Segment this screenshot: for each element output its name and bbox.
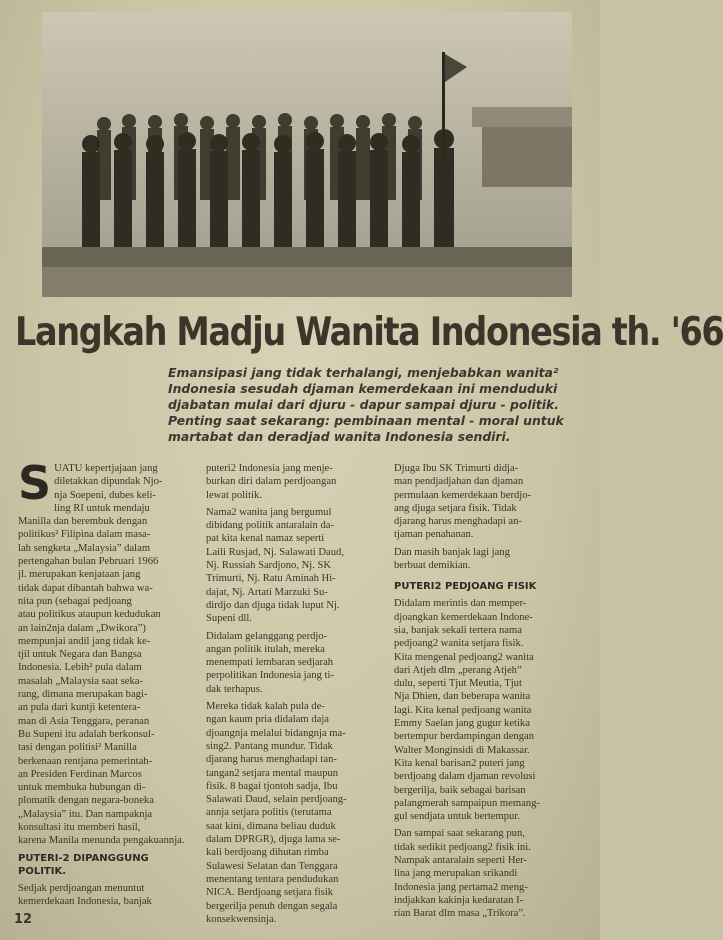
text-line: menempati lembaran sedjarah [206, 657, 334, 669]
text-line: Sedjak perdjoangan menuntut [18, 882, 145, 894]
text-line: sing2. Pantang mundur. Tidak [206, 740, 333, 752]
text-line: Salawati Daud, selain perdjoang- [206, 794, 347, 806]
page-number: 12 [14, 912, 33, 927]
text-line: an Presiden Ferdinan Marcos [18, 768, 142, 780]
text-line: bergerilja, baik sebagai barisan [394, 784, 526, 796]
text-line: masalah „Malaysia saat seka- [18, 675, 144, 687]
deck-line: Indonesia sesudah djaman kemerdekaan ini menduduki [168, 381, 558, 396]
text-line: Indonesia jang pertama2 meng- [394, 881, 528, 893]
text-line: jl. merupakan kenjataan jang [18, 569, 141, 581]
text-line: burkan diri dalam perdjoangan [206, 476, 337, 488]
text-line: tjil untuk Negara dan Bangsa [18, 649, 142, 661]
text-line: man pendjadjahan dan djaman [394, 476, 524, 488]
text-line: Emmy Saelan jang gugur ketika [394, 718, 530, 730]
paragraph [206, 630, 388, 696]
text-line: Walter Monginsidi di Makassar. [394, 744, 530, 756]
text-line: dari Atjeh dlm „perang Atjeh” [394, 664, 522, 676]
text-line: djoangnja melalui bidangnja ma- [206, 727, 346, 739]
article-headline: Langkah Madju Wanita Indonesia th. '66 [15, 310, 723, 355]
text-line: palangmerah sampaipun memang- [394, 797, 540, 809]
text-line: berbuat demikian. [394, 560, 471, 572]
text-line: konsultasi itu memberi hasil, [18, 822, 141, 834]
text-line: dirdjo dan djuga tidak luput Nj. [206, 599, 340, 611]
text-line: „Malaysia” itu. Dan nampaknja [18, 808, 153, 820]
marching-women-photo-icon [42, 12, 572, 297]
text-line: Nampak antaralain seperti Her- [394, 855, 528, 867]
text-line: atau politikus ataupun kedudukan [18, 609, 161, 621]
deck-line: Penting saat sekarang: pembinaan mental - moral untuk [168, 413, 564, 428]
text-line: ang djuga setjara fisik. Tidak [394, 502, 517, 514]
text-line: Nama2 wanita jang bergumul [206, 506, 332, 518]
text-line: ling RI untuk mendaju [54, 502, 150, 514]
deck-line: martabat dan deradjad wanita Indonesia sendiri. [168, 429, 511, 444]
text-line: djarang harus menghadapi an- [394, 516, 522, 528]
text-line: pedjoang2 wanita setjara fisik. [394, 638, 524, 650]
text-line: Kita mengenal pedjoang2 wanita [394, 651, 534, 663]
subheading: PUTERI2 PEDJOANG FISIK [394, 581, 537, 593]
text-line: plomatik dengan negara-boneka [18, 795, 154, 807]
text-line: saat kini, dimana beliau duduk [206, 820, 336, 832]
text-line: nja Soepeni, dubes keli- [54, 489, 156, 501]
text-column-3 [394, 462, 576, 921]
text-line: rang, dimana merupakan bagi- [18, 689, 148, 701]
drop-cap: S [18, 456, 52, 510]
text-line: Nj. Russiah Sardjono, Nj. SK [206, 560, 332, 572]
text-line: an pula dari kuntji ketentera- [18, 702, 141, 714]
text-line: dajat, Nj. Artati Marzuki Su- [206, 586, 328, 598]
text-line: tidak dapat dibantah bahwa wa- [18, 582, 153, 594]
text-line: Indonesia. Lebih² pula dalam [18, 662, 142, 674]
text-line: tidak sedikit pedjoang2 fisik ini. [394, 841, 531, 853]
paragraph [394, 546, 576, 573]
text-line: UATU kepertjajaan jang [54, 463, 158, 474]
text-line: man di Asia Tenggara, peranan [18, 715, 150, 727]
text-line: bertempur berdampingan dengan [394, 731, 535, 743]
text-line: Kita kenal barisan2 puteri jang [394, 757, 525, 769]
text-line: dulu, seperti Tjut Meutia, Tjut [394, 678, 522, 690]
text-line: rian Barat dlm masa „Trikora”. [394, 908, 526, 920]
paragraph [394, 462, 576, 542]
text-line: tangan2 setjara mental maupun [206, 767, 339, 779]
text-line: Sulawesi Selatan dan Tenggara [206, 860, 338, 872]
text-line: kemerdekaan Indonesia, banjak [18, 895, 152, 907]
text-line: lagi. Kita kenal pedjoang wanita [394, 704, 532, 716]
text-line: djarang harus menghadapi tan- [206, 754, 337, 766]
text-line: permulaan kemerdekaan berdjo- [394, 489, 532, 501]
text-line: lah sengketa „Malaysia” dalam [18, 542, 151, 554]
text-line: Nja Dhien, dan beberapa wanita [394, 691, 531, 703]
text-line: karena Manila menunda pengakuannja. [18, 835, 185, 847]
article-photo [42, 12, 572, 297]
deck-line: djabatan mulai dari djuru - dapur sampai djuru - politik. [168, 397, 559, 412]
subheading: PUTERI-2 DIPANGGUNG [18, 852, 149, 864]
article-deck [168, 365, 588, 445]
text-line: nita pun (sebagai pedjoang [18, 595, 132, 607]
text-line: Laili Rusjad, Nj. Salawati Daud, [206, 546, 344, 558]
text-line: djoangkan kemerdekaan Indone- [394, 611, 533, 623]
text-line: ngan kaum pria didalam daja [206, 714, 329, 726]
paragraph [206, 700, 388, 926]
text-line: tjaman penahanan. [394, 529, 474, 541]
text-line: NICA. Berdjoang setjara fisik [206, 887, 334, 899]
text-line: menentang tentara pendudukan [206, 873, 339, 885]
text-line: berdjoang dalam djaman revolusi [394, 771, 536, 783]
text-line: Bu Supeni itu adalah berkonsul- [18, 728, 155, 740]
text-line: fisik. 8 bagai tjontoh sadja, Ibu [206, 780, 338, 792]
text-line: Mereka tidak kalah pula de- [206, 701, 325, 713]
column-1-body [18, 515, 200, 847]
text-line: kali berdjoang dihutan rimba [206, 847, 329, 859]
text-line: konsekwensinja. [206, 913, 277, 925]
text-line: gul sendjata untuk bertempur. [394, 811, 520, 823]
text-line: Manilla dan berembuk dengan [18, 516, 148, 528]
paragraph [394, 597, 576, 823]
text-column-2 [206, 462, 388, 926]
text-line: lewat politik. [206, 489, 262, 501]
text-line: Didalam merintis dan memper- [394, 598, 527, 610]
text-line: puteri2 Indonesia jang menje- [206, 463, 333, 474]
text-line: an lain2nja dalam „Dwikora”) [18, 622, 146, 634]
text-line: pat kita kenal namaz seperti [206, 533, 325, 545]
text-line: perpolitikan Indonesia jang ti- [206, 670, 334, 682]
text-line: diletakkan dipundak Njo- [54, 476, 163, 488]
text-line: mempunjai andil jang tidak ke- [18, 635, 151, 647]
text-line: Trimurti, Nj. Ratu Aminah Hi- [206, 573, 336, 585]
text-line: indjakkan kakinja kedaratan I- [394, 894, 524, 906]
text-line: Djuga Ibu SK Trimurti didja- [394, 463, 519, 474]
text-line: dalam DPRGR), djuga lama se- [206, 834, 341, 846]
text-line: Supeni dll. [206, 613, 252, 625]
text-line: politikus² Filipina dalam masa- [18, 529, 151, 541]
text-line: dak terhapus. [206, 683, 263, 695]
text-line: pertengahan bulan Pebruari 1966 [18, 556, 159, 568]
text-line: lina jang merupakan srikandi [394, 868, 518, 880]
text-line: annja setjara politis (terutama [206, 807, 332, 819]
text-line: Dan sampai saat sekarang pun, [394, 828, 525, 840]
text-column-1 [18, 456, 200, 908]
text-line: berkenaan rentjana pemerintah- [18, 755, 153, 767]
text-line: Didalam gelanggang perdjo- [206, 630, 328, 642]
paragraph [206, 506, 388, 626]
text-line: untuk membuka hubungan di- [18, 782, 146, 794]
text-line: sia, banjak sekali tertera nama [394, 624, 522, 636]
text-line: angan politik itulah, mereka [206, 643, 325, 655]
text-line: bergerilja penuh dengan segala [206, 900, 338, 912]
paragraph [206, 462, 388, 502]
deck-line: Emansipasi jang tidak terhalangi, menjebabkan wanita² [168, 365, 559, 380]
text-line: tasi dengan politisi² Manilla [18, 742, 137, 754]
subheading: POLITIK. [18, 865, 67, 877]
text-line: Dan masih banjak lagi jang [394, 546, 510, 558]
text-line: dibidang politik antaralain da- [206, 520, 334, 532]
paragraph [394, 827, 576, 920]
